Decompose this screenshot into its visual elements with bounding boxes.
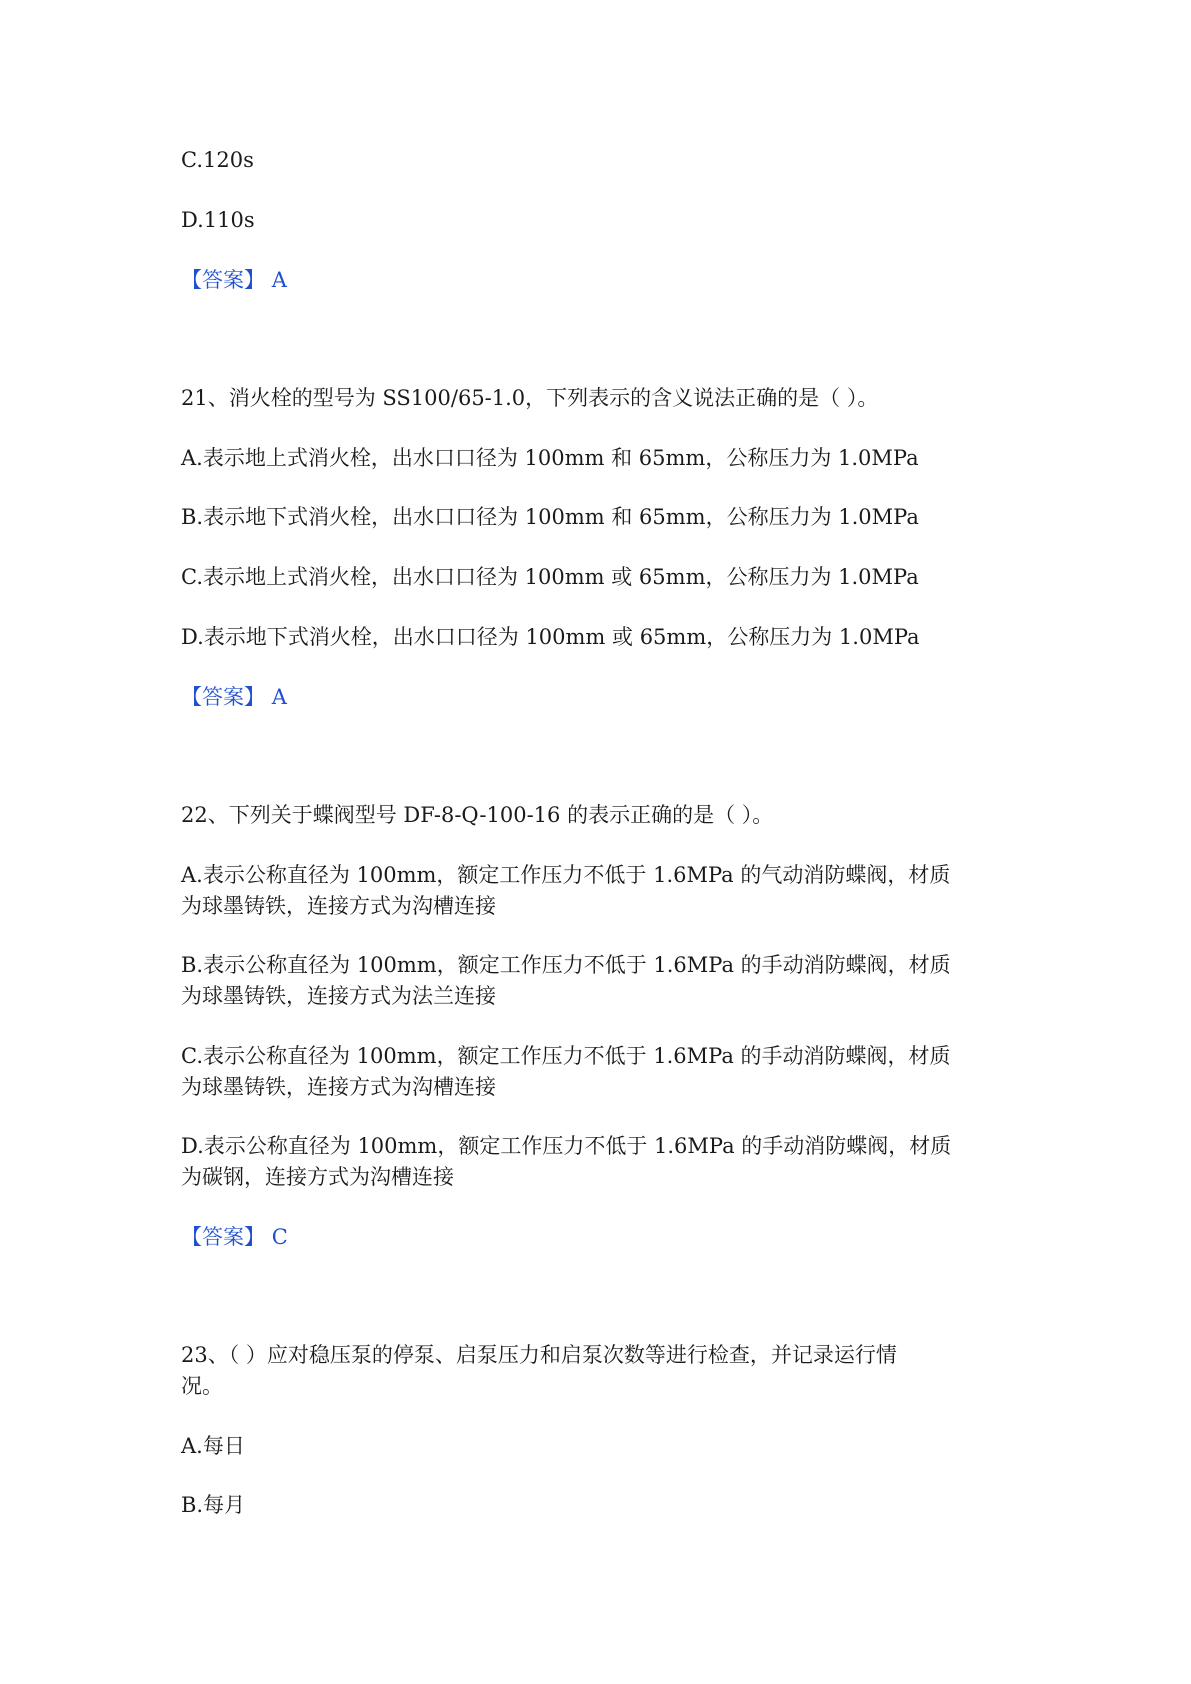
q22-stem: 22、下列关于蝶阀型号 DF-8-Q-100-16 的表示正确的是（ ）。 xyxy=(181,803,774,827)
q22-option-d-line2: 为碳钢，连接方式为沟槽连接 xyxy=(181,1165,454,1189)
q22-answer xyxy=(181,1222,288,1252)
q20-option-c: C.120s xyxy=(181,148,254,172)
answer-label: 【答案】 xyxy=(181,268,265,292)
q22-option-b-line2: 为球墨铸铁，连接方式为法兰连接 xyxy=(181,984,496,1008)
q22-option-c-line1: C.表示公称直径为 100mm，额定工作压力不低于 1.6MPa 的手动消防蝶阀，材质 xyxy=(181,1044,951,1068)
q23-option-a: A.每日 xyxy=(181,1434,245,1458)
q21-option-d: D.表示地下式消火栓，出水口口径为 100mm 或 65mm，公称压力为 1.0MPa xyxy=(181,625,920,649)
q22-option-a-line2: 为球墨铸铁，连接方式为沟槽连接 xyxy=(181,894,496,918)
q23-stem-line1: 23、（ ）应对稳压泵的停泵、启泵压力和启泵次数等进行检查，并记录运行情 xyxy=(181,1343,897,1367)
q21-option-a: A.表示地上式消火栓，出水口口径为 100mm 和 65mm，公称压力为 1.0MPa xyxy=(181,446,919,470)
q20-option-d: D.110s xyxy=(181,208,255,232)
answer-value: A xyxy=(271,268,287,292)
q21-option-c: C.表示地上式消火栓，出水口口径为 100mm 或 65mm，公称压力为 1.0MPa xyxy=(181,565,919,589)
answer-label: 【答案】 xyxy=(181,685,265,709)
answer-value: C xyxy=(271,1225,288,1249)
q21-answer xyxy=(181,682,287,712)
answer-value: A xyxy=(271,685,287,709)
q22-option-b-line1: B.表示公称直径为 100mm，额定工作压力不低于 1.6MPa 的手动消防蝶阀，材质 xyxy=(181,953,951,977)
q21-stem: 21、消火栓的型号为 SS100/65-1.0，下列表示的含义说法正确的是（ ）。 xyxy=(181,386,879,410)
answer-label: 【答案】 xyxy=(181,1225,265,1249)
q20-answer xyxy=(181,265,287,295)
q22-option-c-line2: 为球墨铸铁，连接方式为沟槽连接 xyxy=(181,1075,496,1099)
q23-option-b: B.每月 xyxy=(181,1493,246,1517)
q21-option-b: B.表示地下式消火栓，出水口口径为 100mm 和 65mm，公称压力为 1.0MPa xyxy=(181,505,919,529)
q22-option-d-line1: D.表示公称直径为 100mm，额定工作压力不低于 1.6MPa 的手动消防蝶阀，材质 xyxy=(181,1134,952,1158)
q23-stem-line2: 况。 xyxy=(181,1374,223,1398)
q22-option-a-line1: A.表示公称直径为 100mm，额定工作压力不低于 1.6MPa 的气动消防蝶阀，材质 xyxy=(181,863,951,887)
